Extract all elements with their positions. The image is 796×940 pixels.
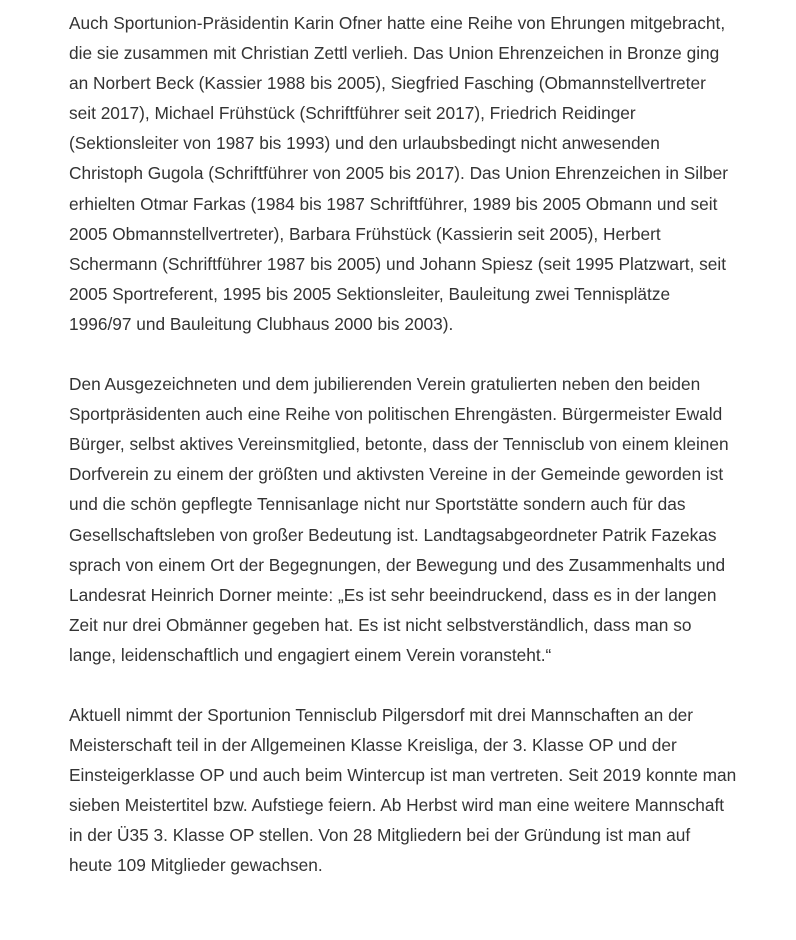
paragraph-congratulations: Den Ausgezeichneten und dem jubilierenden Verein gratulierten neben den beiden Sportpräsidenten auch eine Reihe von politischen Ehrengästen. Bürgermeister Ewald Bürger, selbst aktives Vereinsmitglied, betonte, dass der Tennisclub von einem kleinen Dorfverein zu einem der größten und aktivsten Vereine in der Gemeinde geworden ist und die schön gepflegte Tennisanlage nicht nur Sportstätte sondern auch für das Gesellschaftsleben von großer Bedeutung ist. Landtagsabgeordneter Patrik Fazekas sprach von einem Ort der Begegnungen, der Bewegung und des Zusammenhalts und Landesrat Heinrich Dorner meinte: „Es ist sehr beeindruckend, dass es in der langen Zeit nur drei Obmänner gegeben hat. Es ist nicht selbstverständlich, dass man so lange, leidenschaftlich und engagiert einem Verein voransteht.“ — [69, 374, 729, 665]
paragraph-current-status: Aktuell nimmt der Sportunion Tennisclub Pilgersdorf mit drei Mannschaften an der Meisterschaft teil in der Allgemeinen Klasse Kreisliga, der 3. Klasse OP und der Einsteigerklasse OP und auch beim Wintercup ist man vertreten. Seit 2019 konnte man sieben Meistertitel bzw. Aufstiege feiern. Ab Herbst wird man eine weitere Mannschaft in der Ü35 3. Klasse OP stellen. Von 28 Mitgliedern bei der Gründung ist man auf heute 109 Mitglieder gewachsen. — [69, 704, 737, 876]
paragraph-honors: Auch Sportunion-Präsidentin Karin Ofner hatte eine Reihe von Ehrungen mitgebracht, die sie zusammen mit Christian Zettl verlieh. Das Union Ehrenzeichen in Bronze ging an Norbert Beck (Kassier 1988 bis 2005), Siegfried Fasching (Obmannstellvertreter seit 2017), Michael Frühstück (Schriftführer seit 2017), Friedrich Reidinger (Sektionsleiter von 1987 bis 1993) und den urlaubsbedingt nicht anwesenden Christoph Gugola (Schriftführer von 2005 bis 2017). Das Union Ehrenzeichen in Silber erhielten Otmar Farkas (1984 bis 1987 Schriftführer, 1989 bis 2005 Obmann und seit 2005 Obmannstellvertreter), Barbara Frühstück (Kassierin seit 2005), Herbert Schermann (Schriftführer 1987 bis 2005) und Johann Spiesz (seit 1995 Platzwart, seit 2005 Sportreferent, 1995 bis 2005 Sektionsleiter, Bauleitung zwei Tennisplätze 1996/97 und Bauleitung Clubhaus 2000 bis 2003). — [69, 13, 728, 334]
